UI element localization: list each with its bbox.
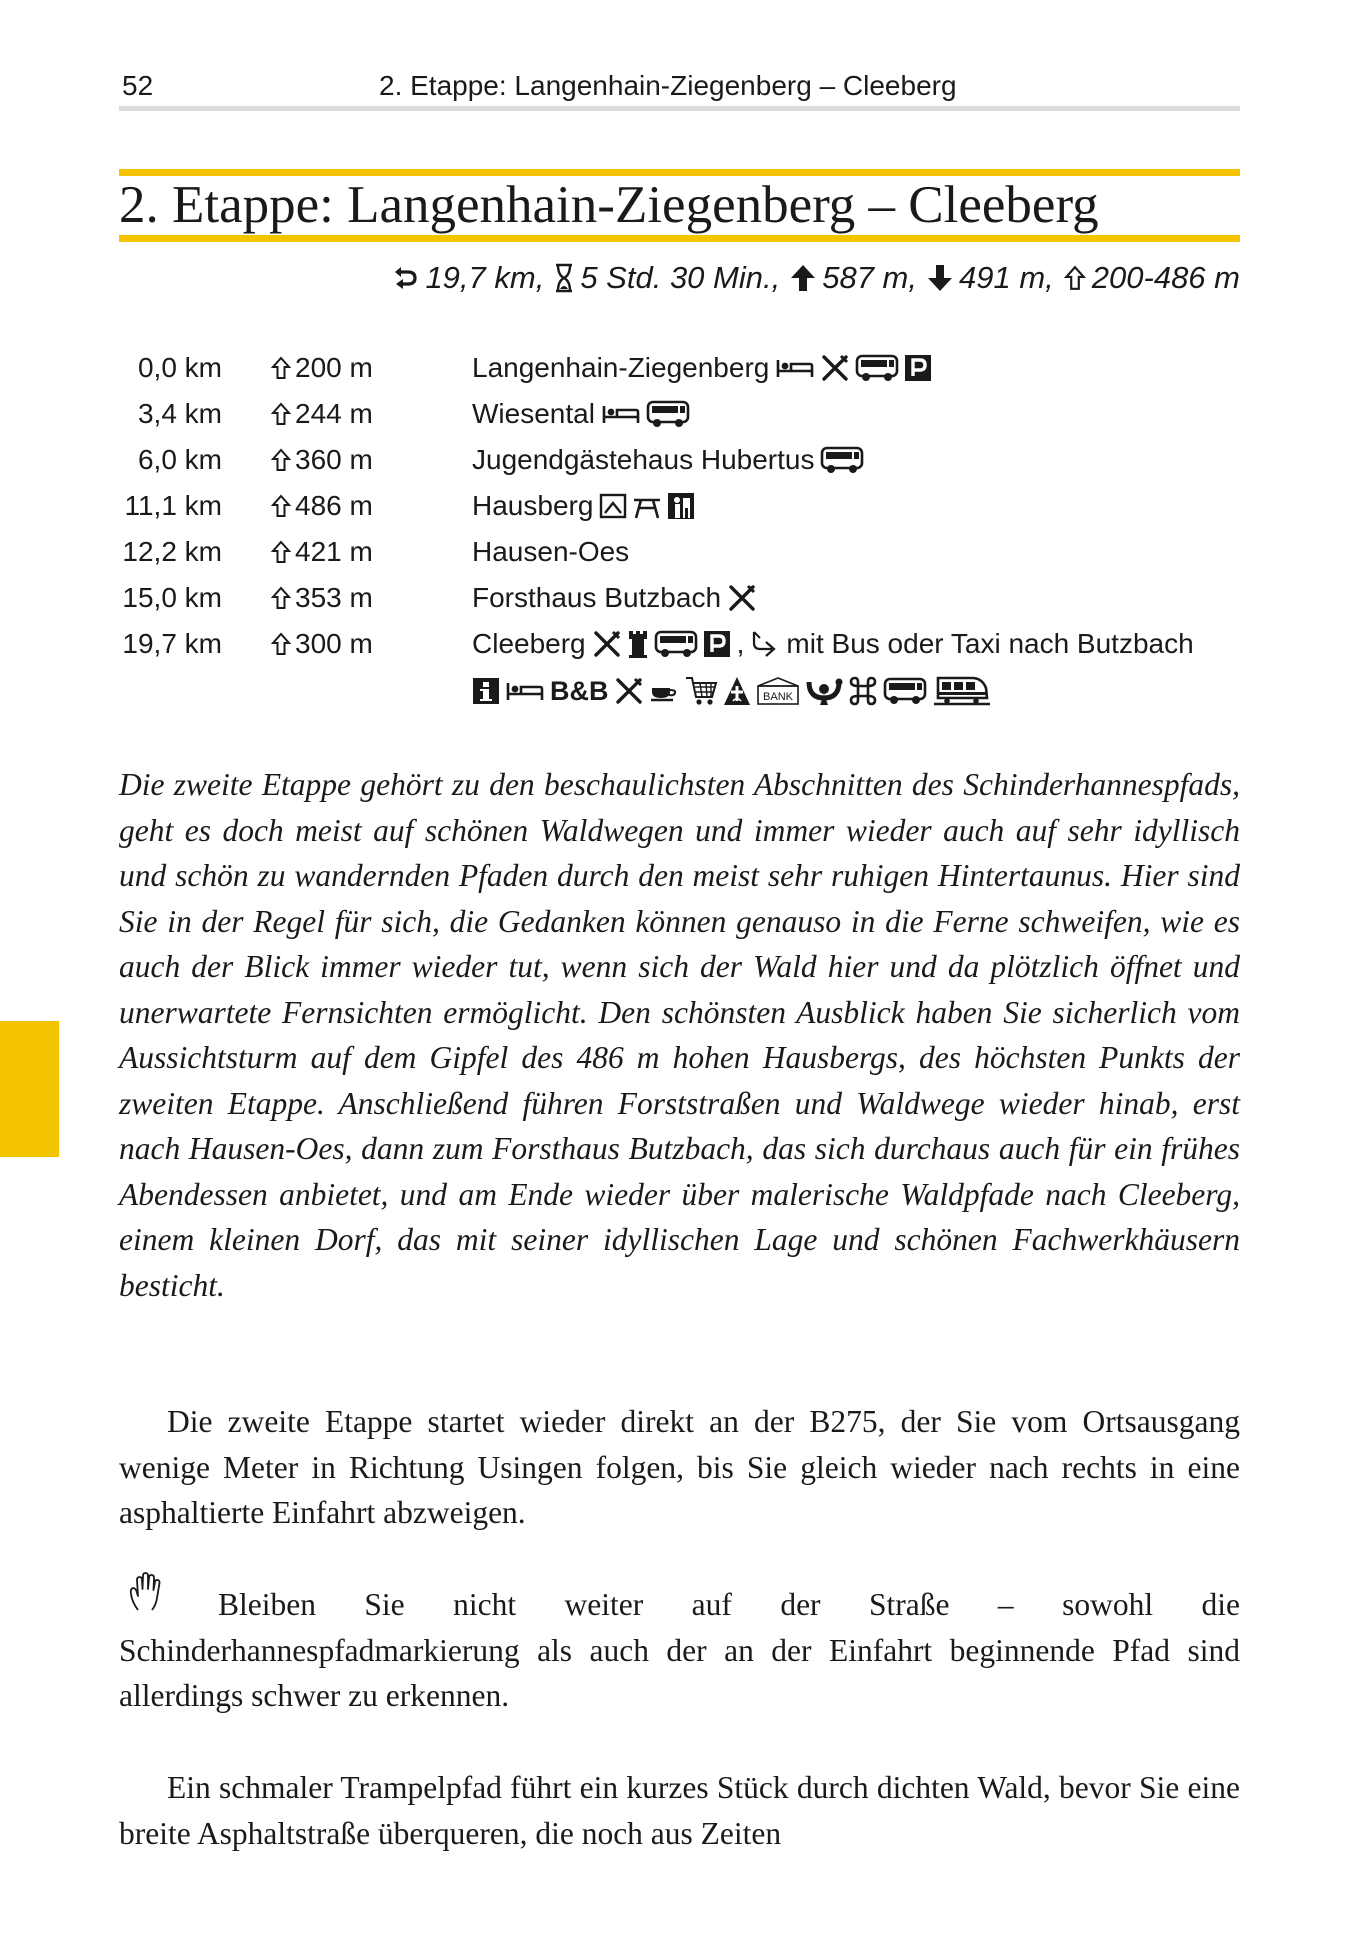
stats-distance: 19,7 km,	[425, 260, 545, 295]
body-paragraph: Ein schmaler Trampelpfad führt ein kurzes Stück durch dichten Wald, bevor Sie eine breite Asphaltstraße überqueren, die noch aus Zeiten	[119, 1770, 1240, 1851]
waypoint-altitude	[271, 628, 373, 660]
bus-icon	[855, 353, 899, 383]
waypoint-altitude	[271, 490, 373, 522]
waypoint-altitude-value: 353 m	[295, 582, 373, 613]
altitude-arrow-icon	[271, 448, 291, 472]
chapter-side-tab	[0, 1021, 59, 1157]
bus-icon	[883, 676, 927, 706]
waypoint-km: 11,1 km	[124, 490, 222, 521]
running-head-title: 2. Etappe: Langenhain-Ziegenberg – Cleeberg	[379, 70, 957, 101]
waypoint-altitude	[271, 444, 373, 476]
waypoint-name: Cleeberg	[472, 628, 586, 659]
stats-altitude-range: 200-486 m	[1091, 260, 1240, 295]
shelter-icon	[667, 492, 695, 520]
waypoint-row	[119, 624, 1240, 670]
waypoint-row	[119, 440, 1240, 486]
waypoint-km: 19,7 km	[122, 628, 222, 659]
butzbach-services	[472, 674, 990, 708]
waypoint-km: 6,0 km	[137, 444, 222, 475]
waypoint-name: Hausen-Oes	[472, 536, 630, 567]
running-head-rule	[119, 106, 1240, 111]
hourglass-icon	[554, 263, 574, 293]
stats-duration: 5 Std. 30 Min.,	[580, 260, 781, 295]
tower-icon	[627, 629, 649, 659]
parking-icon	[703, 630, 731, 658]
waypoint-table	[119, 348, 1240, 716]
waypoint-name: Jugendgästehaus Hubertus	[472, 444, 815, 475]
bus-icon	[820, 445, 864, 475]
waypoint-note: mit Bus oder Taxi nach Butzbach	[786, 628, 1194, 659]
waypoint-row	[119, 486, 1240, 532]
waypoint-altitude-value: 200 m	[295, 352, 373, 383]
waypoint-place	[472, 398, 690, 430]
internet-icon	[848, 676, 878, 706]
waypoint-row	[119, 578, 1240, 624]
bus-icon	[646, 399, 690, 429]
bed-icon	[601, 402, 641, 426]
waypoint-altitude	[271, 398, 373, 430]
bed-icon	[775, 356, 815, 380]
waypoint-place	[472, 444, 864, 476]
arrow-down-icon	[927, 264, 953, 292]
waypoint-altitude-value: 360 m	[295, 444, 373, 475]
tip-paragraph: Bleiben Sie nicht weiter auf der Straße – sowohl die Schinderhannespfadmarkierung als auch der an der Einfahrt beginnende Pfad sind allerdings schwer zu erkennen.	[119, 1587, 1240, 1713]
intro-paragraph: Die zweite Etappe gehört zu den beschaulichsten Abschnitten des Schinderhannespfads, geht es doch meist auf schönen Waldwegen und immer wieder auch auf sehr idyllisch und schön zu wandernden Pfaden durch den meist sehr ruhigen Hintertaunus. Hier sind Sie in der Regel für sich, die Gedanken können genauso in die Ferne schweifen, wie es auch der Blick immer wieder tut, wenn sich der Wald hier und da plötzlich öffnet und unerwartete Fernsichten ermöglicht. Den schönsten Ausblick haben Sie sicherlich vom Aussichtsturm auf dem Gipfel des 486 m hohen Hausbergs, des höchsten Punkts der zweiten Etappe. Anschließend führen Forststraßen und Waldwege wieder hinab, erst nach Hausen-Oes, dann zum Forsthaus Butzbach, das sich durchaus auch für ein frühes Abendessen anbietet, und am Ende wieder über malerische Waldpfade nach Cleeberg, einem kleinen Dorf, das mit seiner idyllischen Lage und schönen Fachwerkhäusern besticht.	[119, 767, 1240, 1303]
waypoint-altitude	[271, 352, 373, 384]
waypoint-altitude-value: 486 m	[295, 490, 373, 521]
waypoint-km: 3,4 km	[137, 398, 222, 429]
altitude-arrow-icon	[271, 402, 291, 426]
altitude-arrow-icon	[271, 632, 291, 656]
restaurant-icon	[727, 583, 757, 613]
bed-and-breakfast-label: B&B	[550, 675, 609, 706]
altitude-arrow-icon	[271, 540, 291, 564]
running-head	[119, 66, 1240, 106]
waypoint-row	[119, 532, 1240, 578]
altitude-arrow-icon	[271, 586, 291, 610]
waypoint-km: 0,0 km	[137, 352, 222, 383]
waypoint-km: 12,2 km	[122, 536, 222, 567]
bed-icon	[505, 679, 545, 703]
waypoint-name: Langenhain-Ziegenberg	[472, 352, 770, 383]
waypoint-place: Cleeberg , mit Bus oder Taxi nach Butzbach	[472, 628, 1194, 659]
parking-icon	[904, 354, 932, 382]
arrow-up-icon	[790, 264, 816, 292]
waypoint-row	[119, 348, 1240, 394]
restaurant-icon	[592, 629, 622, 659]
body-paragraph: Die zweite Etappe startet wieder direkt an der B275, der Sie vom Ortsausgang wenige Meter in Richtung Usingen folgen, bis Sie gleich wieder nach rechts in eine asphaltierte Einfahrt abzweigen.	[119, 1404, 1240, 1530]
pharmacy-icon	[723, 676, 751, 706]
waypoint-altitude-value: 300 m	[295, 628, 373, 659]
train-icon	[932, 674, 990, 708]
waypoint-place	[472, 536, 629, 568]
bus-icon	[654, 629, 698, 659]
altitude-arrow-icon	[271, 494, 291, 518]
waypoint-km: 15,0 km	[122, 582, 222, 613]
altitude-arrow-icon	[271, 356, 291, 380]
chapter-title: 2. Etappe: Langenhain-Ziegenberg – Cleeberg	[119, 176, 1099, 234]
route-arrow-icon	[393, 265, 419, 291]
waypoint-place	[472, 352, 932, 384]
title-rule-bottom	[119, 235, 1240, 242]
waypoint-altitude-value: 244 m	[295, 398, 373, 429]
stage-stats	[393, 256, 1240, 300]
waypoint-altitude	[271, 536, 373, 568]
waypoint-altitude	[271, 582, 373, 614]
waypoint-name: Forsthaus Butzbach	[472, 582, 722, 613]
cafe-icon	[649, 678, 679, 704]
info-icon	[472, 677, 500, 705]
waypoint-place	[472, 490, 695, 522]
bank-label: BANK	[762, 691, 793, 703]
stats-ascent: 587 m,	[822, 260, 917, 295]
bank-icon	[756, 676, 800, 706]
altitude-arrow-icon	[1064, 265, 1086, 291]
stats-descent: 491 m,	[959, 260, 1054, 295]
viewpoint-icon	[599, 492, 627, 520]
restaurant-icon	[820, 353, 850, 383]
page-number: 52	[122, 70, 154, 101]
waypoint-place	[472, 582, 757, 614]
waypoint-altitude-value: 421 m	[295, 536, 373, 567]
turn-arrow-icon	[750, 629, 780, 659]
shopping-cart-icon	[684, 675, 718, 707]
chapter-title-block	[119, 169, 1240, 241]
waypoint-name: Hausberg	[472, 490, 594, 521]
restaurant-icon	[614, 676, 644, 706]
picnic-table-icon	[632, 492, 662, 520]
butzbach-services-row	[119, 670, 1240, 716]
waypoint-row	[119, 394, 1240, 440]
waypoint-name: Wiesental	[472, 398, 595, 429]
post-horn-icon	[805, 676, 843, 706]
